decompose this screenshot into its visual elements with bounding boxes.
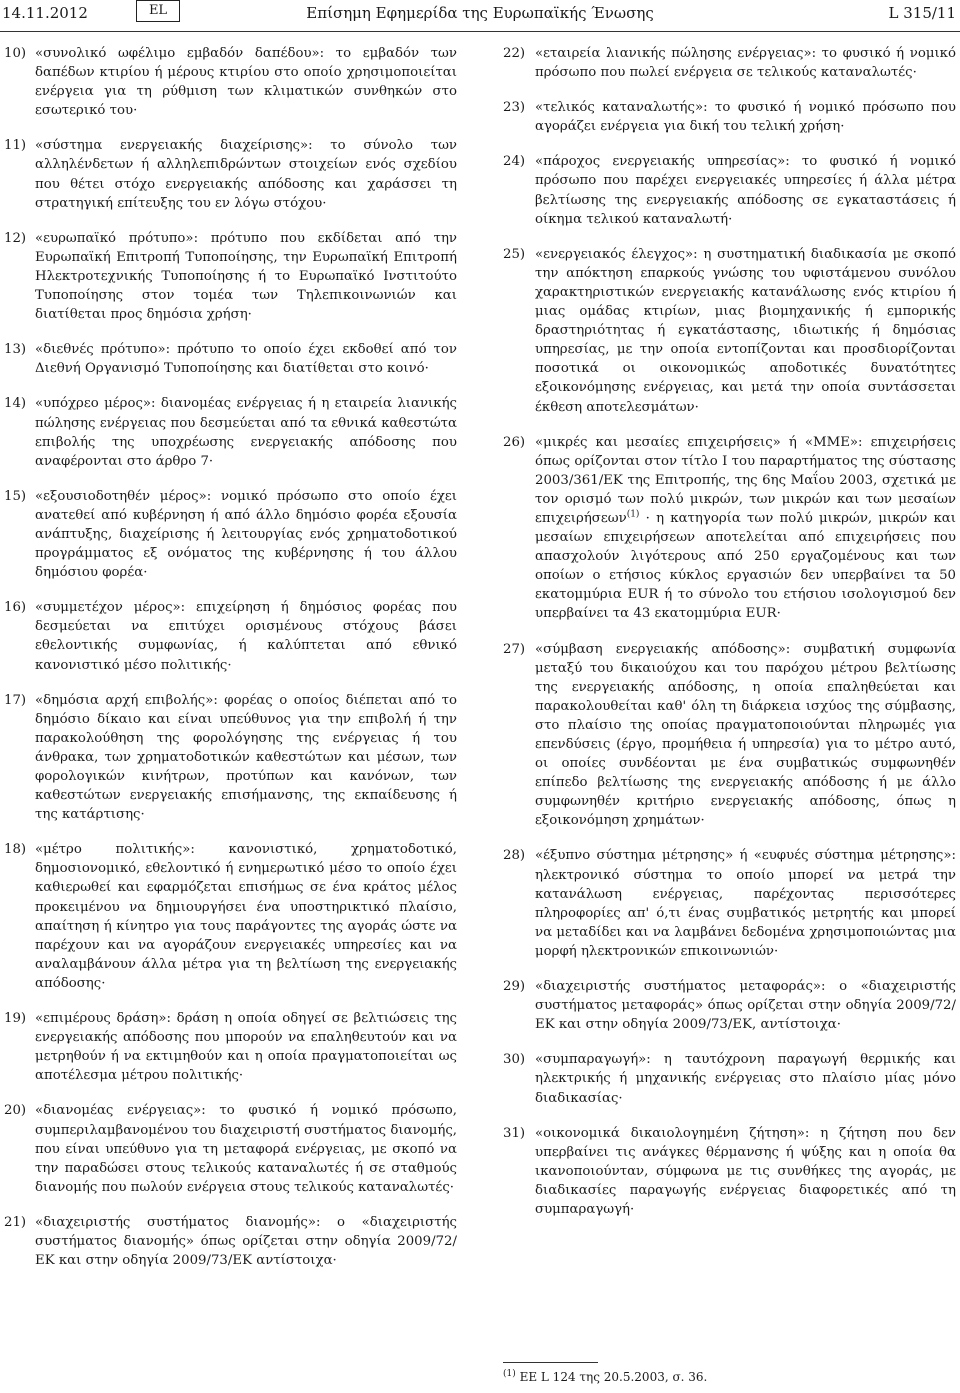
item-number: 31) — [503, 1125, 526, 1141]
item-text: «ευρωπαϊκό πρότυπο»: πρότυπο που εκδίδεται από την Ευρωπαϊκή Επιτροπή Τυποποίησης, την Ευρωπαϊκή Επιτροπή Ηλεκτροτεχνικής Τυποποίησης ή το Ευρωπαϊκό Ινστιτούτο Τυποποίησης στον τομέα των Τηλεπικοινωνιών και διατίθεται προς δημόσια χρήση· — [35, 230, 457, 323]
definition-item — [503, 433, 956, 624]
header-rule — [0, 31, 960, 32]
item-text — [535, 433, 956, 624]
item-number: 24) — [503, 154, 526, 170]
definition-item — [503, 245, 956, 417]
language-box: EL — [136, 0, 180, 22]
item-number: 30) — [503, 1052, 526, 1068]
left-column — [4, 44, 457, 1286]
definition-item — [503, 846, 956, 961]
item-text: «ενεργειακός έλεγχος»: η συστηματική διαδικασία με σκοπό την απόκτηση επαρκούς γνώσης του υφιστάμενου συνόλου χαρακτηριστικών ενεργειακής κατανάλωσης ενός κτιρίου ή μιας ομάδας κτιρίων, μιας βιομηχανικής ή εμπορικής δραστηριότητας ή εγκατάστασης, ιδιωτικής ή δημόσιας υπηρεσίας, με την οποία εντοπίζονται και προσδιορίζονται ποσοτικά οι οικονομικώς αποδοτικές δυνατότητες εξοικονόμησης ενέργειας, και μετά την οποία συντάσσεται έκθεση αποτελεσμάτων· — [535, 246, 956, 415]
item-text: «έξυπνο σύστημα μέτρησης» ή «ευφυές σύστημα μέτρησης»: ηλεκτρονικό σύστημα το οποίο μπορεί να μετρά την κατανάλωση ενέργειας, παρέχοντας περισσότερες πληροφορίες απ' ό,τι ένας συμβατικός μετρητής και μπορεί να μεταδίδει και να λαμβάνει δεδομένα χρησιμοποιώντας μια μορφή ηλεκτρονικών επικοινωνιών· — [535, 848, 956, 959]
item-number: 25) — [503, 246, 526, 262]
definition-item — [4, 394, 457, 470]
item-text: «συνολικό ωφέλιμο εμβαδόν δαπέδου»: το εμβαδόν των δαπέδων κτιρίου ή μέρους κτιρίου στο οποίο χρησιμοποιείται ενέργεια για τη ρύθμιση των κλιματικών συνθηκών στο εσωτερικό του· — [35, 46, 457, 119]
item-number: 20) — [4, 1103, 27, 1119]
item-number: 23) — [503, 100, 526, 116]
definition-item — [503, 1124, 956, 1219]
item-text: «τελικός καταναλωτής»: το φυσικό ή νομικό πρόσωπο που αγοράζει ενέργεια για δική του τελική χρήση· — [535, 100, 956, 135]
definition-item — [503, 977, 956, 1034]
item-text: «σύστημα ενεργειακής διαχείρισης»: το σύνολο των αλληλένδετων ή αλληλεπιδρώντων στοιχείων ενός σχεδίου που θέτει στόχο ενεργειακής απόδοσης και χαράσσει τη στρατηγική επίτευξης του εν λόγω στόχου· — [35, 138, 457, 211]
definition-item — [503, 98, 956, 136]
item-number: 13) — [4, 342, 27, 358]
definition-item — [503, 44, 956, 82]
footnote-mark: (1) — [503, 1369, 516, 1379]
item-text-part: · η κατηγορία των πολύ μικρών, μικρών και μεσαίων επιχειρήσεων αποτελείται από επιχειρήσεις που απασχολούν λιγότερους από 250 εργαζομένους και των οποίων ο ετήσιος κύκλος εργασιών δεν υπερβαίνει τα 50 εκατομμύρια EUR ή το σύνολο του ετήσιου ισολογισμού δεν υπερβαίνει τα 43 εκατομμύρια EUR· — [535, 510, 956, 622]
definition-item — [4, 1213, 457, 1270]
item-text: «διεθνές πρότυπο»: πρότυπο το οποίο έχει εκδοθεί από τον Διεθνή Οργανισμό Τυποποίησης και διατίθεται στο κοινό· — [35, 342, 457, 377]
item-text: «συμμετέχον μέρος»: επιχείρηση ή δημόσιος φορέας που δεσμεύεται να επιτύχει ορισμένους στόχους βάσει εθελοντικής συμφωνίας, ή καλύπτεται από εθνικό κανονιστικό μέσο πολιτικής· — [35, 600, 457, 673]
item-number: 12) — [4, 230, 27, 246]
item-number: 27) — [503, 641, 526, 657]
item-text-part: «μικρές και μεσαίες επιχειρήσεις» ή «ΜΜΕ»: επιχειρήσεις όπως ορίζονται στον τίτλο I του παραρτήματος της σύστασης 2003/361/ΕΚ της Επιτροπής, της 6ης Μαΐου 2003, σχετικά με τον ορισμό των πολύ μικρών, των μικρών και των μεσαίων επιχειρήσεων — [535, 434, 956, 526]
item-text: «εταιρεία λιανικής πώλησης ενέργειας»: το φυσικό ή νομικό πρόσωπο που πωλεί ενέργεια σε τελικούς καταναλωτές· — [535, 46, 956, 81]
item-text: «διαχειριστής συστήματος διανομής»: ο «διαχειριστής συστήματος διανομής» όπως ορίζεται στην οδηγία 2009/72/ΕΚ και στην οδηγία 2009/73/ΕΚ αντίστοιχα· — [35, 1214, 457, 1269]
item-number: 10) — [4, 46, 27, 61]
item-number: 11) — [4, 138, 27, 154]
definition-item — [4, 136, 457, 212]
item-number: 22) — [503, 46, 526, 61]
page-reference: L 315/11 — [888, 4, 956, 22]
definition-item — [4, 487, 457, 582]
item-text: «υπόχρεο μέρος»: διανομέας ενέργειας ή η εταιρεία λιανικής πώλησης ενέργειας που δεσμεύεται από τα εθνικά καθεστώτα επιβολής της υποχρέωσης ενεργειακής απόδοσης που αναφέρονται στο άρθρο 7· — [35, 396, 457, 469]
definition-item — [4, 1009, 457, 1085]
item-text: «επιμέρους δράση»: δράση η οποία οδηγεί σε βελτιώσεις της ενεργειακής απόδοσης που μπορούν να επαληθευτούν και να μετρηθούν ή να εκτιμηθούν και η οποία πραγματοποιείται ως αποτέλεσμα μέτρου πολιτικής· — [35, 1011, 457, 1084]
definition-item — [4, 1101, 457, 1196]
item-number: 19) — [4, 1011, 27, 1027]
item-text: «πάροχος ενεργειακής υπηρεσίας»: το φυσικό ή νομικό πρόσωπο που παρέχει ενεργειακές υπηρεσίες ή άλλα μέτρα βελτίωσης της ενεργειακής απόδοσης σε εγκαταστάσεις ή οίκημα τελικού καταναλωτή· — [535, 154, 956, 227]
definition-item — [4, 598, 457, 674]
footnote-text: ΕΕ L 124 της 20.5.2003, σ. 36. — [515, 1370, 708, 1384]
item-text: «διαχειριστής συστήματος μεταφοράς»: ο «διαχειριστής συστήματος μεταφοράς» όπως ορίζεται στην οδηγία 2009/72/ΕΚ και στην οδηγία 2009/73/ΕΚ, αντίστοιχα· — [535, 979, 956, 1033]
item-text: «εξουσιοδοτηθέν μέρος»: νομικό πρόσωπο στο οποίο έχει ανατεθεί από κυβέρνηση ή από άλλο δημόσιο φορέα εξουσία ανάπτυξης, διαχείρισης ή λειτουργίας ενός χρηματοδοτικού προγράμματος εξ ονόματος της κυβέρνησης ή του άλλου δημόσιου φορέα· — [35, 488, 457, 581]
definition-item — [4, 44, 457, 120]
item-text: «διανομέας ενέργειας»: το φυσικό ή νομικό πρόσωπο, συμπεριλαμβανομένου του διαχειριστή συστήματος διανομής, που είναι υπεύθυνο για τη μεταφορά ενέργειας, με σκοπό να την παραδώσει στους τελικούς καταναλωτές ή σε σταθμούς διανομής που πωλούν ενέργεια στους τελικούς καταναλωτές· — [35, 1103, 457, 1195]
item-number: 21) — [4, 1214, 27, 1230]
definition-item — [4, 340, 457, 378]
item-number: 28) — [503, 848, 526, 864]
right-column — [503, 44, 956, 1235]
issue-date: 14.11.2012 — [2, 4, 88, 22]
item-text: «δημόσια αρχή επιβολής»: φορέας ο οποίος διέπεται από το δημόσιο δίκαιο και είναι υπεύθυνος για την επιβολή ή την παρακολούθηση της φορολόγησης της ενέργειας ή του άνθρακα, των χρηματοδοτικών καθεστώτων και μέσων, των φορολογικών κινήτρων, προτύπων και κανόνων, των καθεστώτων ενεργειακής επισήμανσης, της εκπαίδευσης ή της κατάρτισης· — [35, 692, 457, 823]
item-text: «μέτρο πολιτικής»: κανονιστικό, χρηματοδοτικό, δημοσιονομικό, εθελοντικό ή ενημερωτικό μέσο το οποίο έχει καθιερωθεί και εφαρμόζεται επισήμως σε ένα κράτος μέλος προκειμένου να δημιουργήσει ένα υποστηρικτικό πλαίσιο, απαίτηση ή κίνητρο για τους παράγοντες της αγοράς ώστε να παρέχουν και να αγοράζουν ενεργειακές υπηρεσίες και να αναλαμβάνουν άλλα μέτρα για τη βελτίωση της ενεργειακής απόδοσης· — [35, 842, 457, 991]
item-text: «συμπαραγωγή»: η ταυτόχρονη παραγωγή θερμικής και ηλεκτρικής ή μηχανικής ενέργειας στο πλαίσιο μίας μόνο διαδικασίας· — [535, 1052, 956, 1106]
definition-item — [4, 691, 457, 825]
definition-item — [4, 229, 457, 324]
item-number: 14) — [4, 396, 27, 412]
footnote — [503, 1370, 707, 1384]
page-header — [0, 0, 960, 34]
item-text: «οικονομικά δικαιολογημένη ζήτηση»: η ζήτηση που δεν υπερβαίνει τις ανάγκες θέρμανσης ή ψύξης και η οποία θα ικανοποιούνταν, σύμφωνα με τις συνθήκες της αγοράς, με διαδικασίες παραγωγής ενέργειας διαφορετικές από τη συμπαραγωγή· — [535, 1125, 956, 1217]
definition-item — [503, 640, 956, 831]
footnote-rule — [503, 1362, 598, 1363]
definition-item — [503, 1050, 956, 1107]
definition-item — [4, 840, 457, 993]
footnote-reference[interactable]: (1) — [626, 509, 640, 520]
item-number: 29) — [503, 979, 526, 995]
item-number: 26) — [503, 434, 526, 450]
item-number: 18) — [4, 842, 27, 858]
item-number: 16) — [4, 600, 27, 616]
item-text: «σύμβαση ενεργειακής απόδοσης»: συμβατική συμφωνία μεταξύ του δικαιούχου και του παρόχου μέτρου βελτίωσης της ενεργειακής απόδοσης, η οποία επαληθεύεται και παρακολουθείται καθ' όλη τη διάρκεια ισχύος της σύμβασης, στο πλαίσιο της οποίας πραγματοποιούνται πληρωμές για επενδύσεις (έργο, προμήθεια ή υπηρεσία) για το μέτρο αυτό, οι οποίες συνδέονται με ένα συμβατικώς συμφωνηθέν επίπεδο βελτίωσης της ενεργειακής απόδοσης ή με άλλο συμφωνηθέν κριτήριο ενεργειακής απόδοσης, όπως η εξοικονόμηση χρημάτων· — [535, 641, 956, 829]
journal-title: Επίσημη Εφημερίδα της Ευρωπαϊκής Ένωσης — [306, 4, 654, 22]
item-number: 17) — [4, 692, 27, 708]
definition-item — [503, 152, 956, 228]
item-number: 15) — [4, 488, 27, 504]
